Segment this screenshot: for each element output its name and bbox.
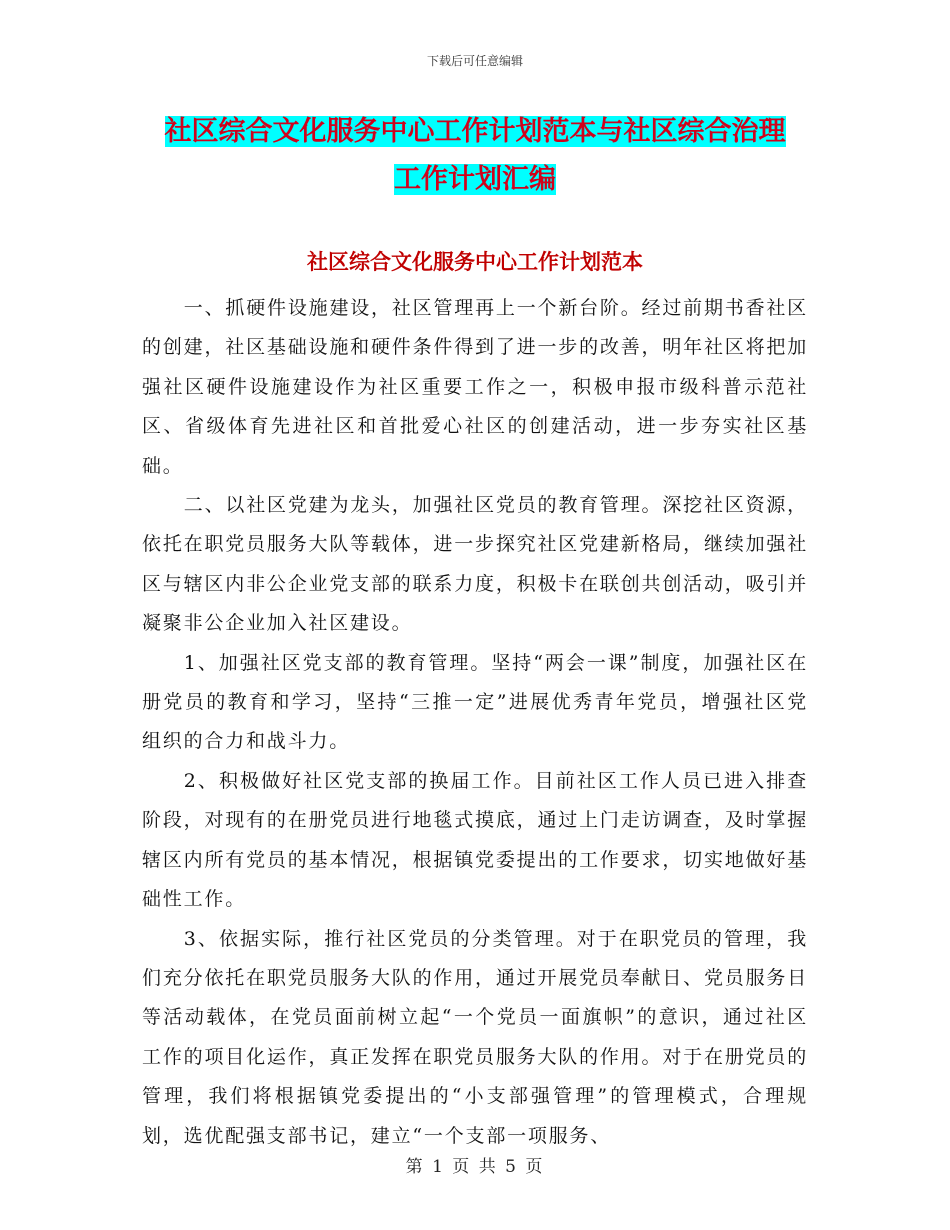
document-title-line-1: 社区综合文化服务中心工作计划范本与社区综合治理 xyxy=(164,116,786,147)
header-note: 下载后可任意编辑 xyxy=(426,54,523,68)
paragraph: 1、加强社区党支部的教育管理。坚持“两会一课”制度，加强社区在册党员的教育和学习，坚持“三推一定”进展优秀青年党员，增强社区党组织的合力和战斗力。 xyxy=(142,651,808,753)
paragraph: 二、以社区党建为龙头，加强社区党员的教育管理。深挖社区资源，依托在职党员服务大队等载体，进一步探究社区党建新格局，继续加强社区与辖区内非公企业党支部的联系力度，积极卡在联创共创活动，吸引并凝聚非公企业加入社区建设。 xyxy=(142,494,808,635)
paragraph: 3、依据实际，推行社区党员的分类管理。对于在职党员的管理，我们充分依托在职党员服务大队的作用，通过开展党员奉献日、党员服务日等活动载体，在党员面前树立起“一个党员一面旗帜”的意识，通过社区工作的项目化运作，真正发挥在职党员服务大队的作用。对于在册党员的管理，我们将根据镇党委提出的“小支部强管理”的管理模式，合理规划，选优配强支部书记，建立“一个支部一项服务、 xyxy=(142,927,808,1147)
document-title-line-2: 工作计划汇编 xyxy=(394,164,556,195)
paragraph: 一、抓硬件设施建设，社区管理再上一个新台阶。经过前期书香社区的创建，社区基础设施和硬件条件得到了进一步的改善，明年社区将把加强社区硬件设施建设作为社区重要工作之一，积极申报市级科普示范社区、省级体育先进社区和首批爱心社区的创建活动，进一步夯实社区基础。 xyxy=(142,297,808,477)
document-title xyxy=(140,108,810,204)
page-footer: 第 1 页 共 5 页 xyxy=(405,1157,545,1177)
document-body xyxy=(142,289,808,1156)
section-title: 社区综合文化服务中心工作计划范本 xyxy=(307,250,643,274)
paragraph: 2、积极做好社区党支部的换届工作。目前社区工作人员已进入排查阶段，对现有的在册党员进行地毯式摸底，通过上门走访调查，及时掌握辖区内所有党员的基本情况，根据镇党委提出的工作要求，切实地做好基础性工作。 xyxy=(142,769,808,911)
